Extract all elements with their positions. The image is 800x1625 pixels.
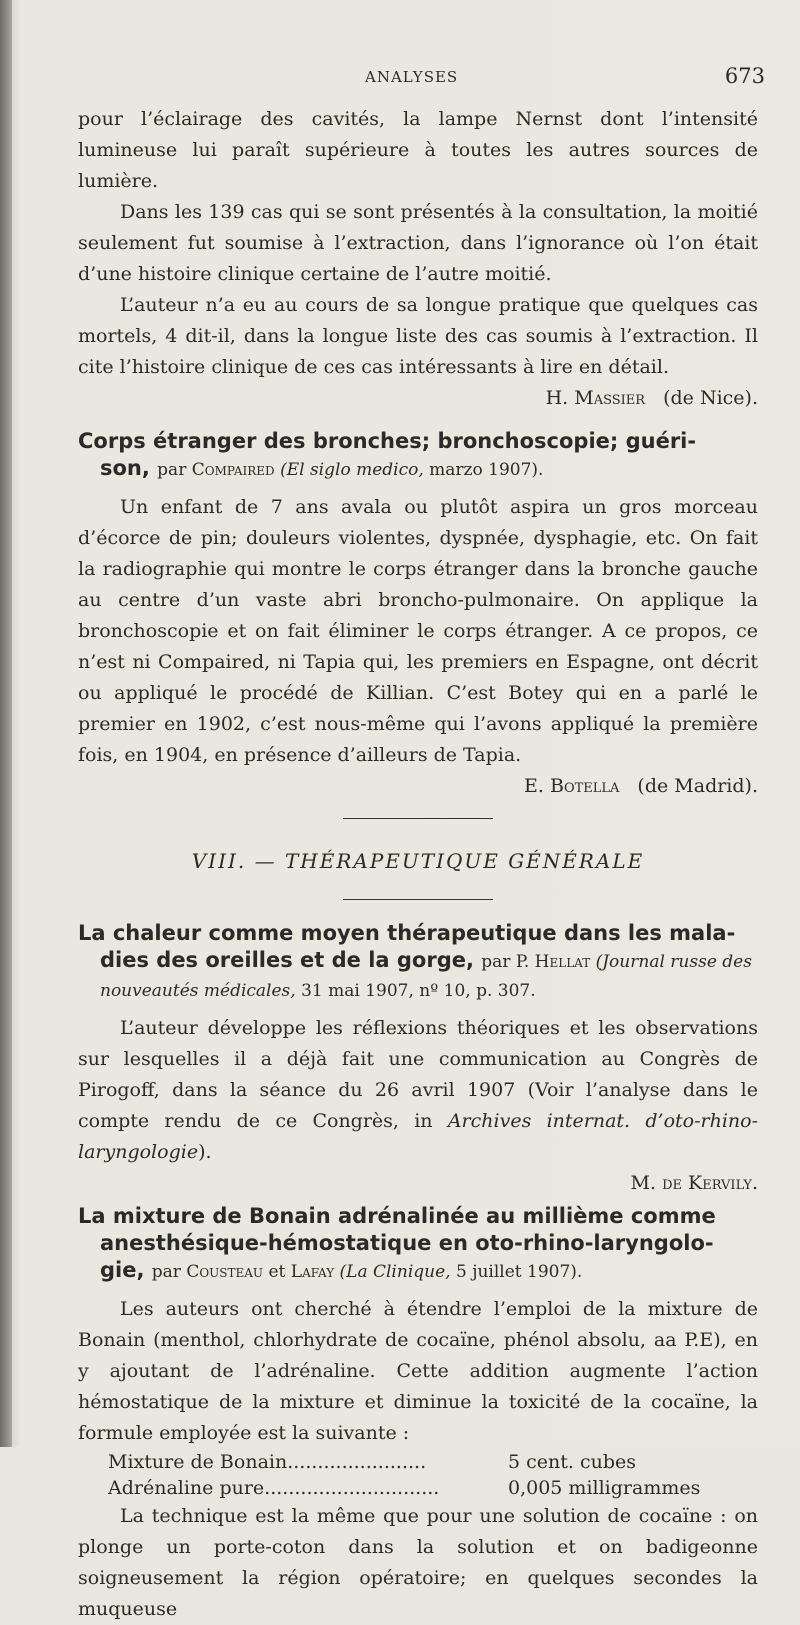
article-chaleur <box>78 920 758 1199</box>
signature <box>78 383 758 414</box>
section-title: VIII. — THÉRAPEUTIQUE GÉNÉRALE <box>191 849 645 873</box>
paragraph-text-end: ). <box>198 1141 212 1163</box>
author: Cousteau <box>186 1262 264 1282</box>
page-number: 673 <box>724 64 765 88</box>
paragraph: La technique est la même que pour une solution de cocaïne : on plonge un porte-coton dans la solution et on badigeonne soigneusement la région opératoire; en quelques secondes la muqueuse <box>78 1505 758 1620</box>
date: 5 juillet 1907). <box>455 1262 583 1282</box>
source: (La Clinique, <box>339 1262 451 1282</box>
byline <box>152 1262 583 1282</box>
paragraph: Un enfant de 7 ans avala ou plutôt aspira un gros morceau d’écorce de pin; douleurs violentes, dyspnée, dysphagie, etc. On fait la radiographie qui montre le corps étranger dans la bronche gauche au centre d’un vaste abri broncho-pulmonaire. On applique la bronchoscopie et on fait éliminer le corps étranger. A ce propos, ce n’est ni Compaired, ni Tapia qui, les premiers en Espagne, ont décrit ou appliqué le procédé de Killian. C’est Botey qui en a parlé le premier en 1902, c’est nous-même qui l’avons appliqué la première fois, en 1904, en présence d’ailleurs de Tapia. <box>78 496 758 766</box>
formula-value: 0,005 milligrammes <box>508 1477 701 1499</box>
paragraph: L’auteur n’a eu au cours de sa longue pratique que quelques cas mortels, 4 dit-il, dans la longue liste des cas soumis à l’extraction. Il cite l’histoire clinique de ces cas intéressants à lire en détail. <box>78 294 758 378</box>
article-heading <box>78 1203 758 1286</box>
date: marzo 1907). <box>429 460 544 480</box>
article-continuation <box>78 104 758 414</box>
author: Lafay <box>290 1262 335 1282</box>
source: (El siglo medico, <box>280 460 424 480</box>
signature-name: M. de Kervily. <box>630 1172 758 1194</box>
byline <box>157 460 543 480</box>
heading-line: anesthésique-hémostatique en oto-rhino-laryngolo- <box>100 1231 714 1255</box>
heading-line <box>78 1257 758 1286</box>
article-heading <box>78 920 758 1005</box>
paragraph-text: L’auteur développe les réflexions théoriques et les observations sur lesquelles il a déjà fait une communication au Congrès de Pirogoff, dans la séance du 26 avril 1907 (Voir l’analyse dans le compte rendu de ce Congrès, in <box>78 1017 758 1132</box>
date: 31 mai 1907, nº 10, p. 307. <box>301 981 536 1001</box>
signature <box>78 771 758 802</box>
paragraph: Les auteurs ont cherché à étendre l’emploi de la mixture de Bonain (menthol, chlorhydrate de cocaïne, phénol absolu, aa P.E), en y ajoutant de l’adrénaline. Cette addition augmente l’action hémostatique de la mixture et diminue la toxicité de la cocaïne, la formule employée est la suivante : <box>78 1298 758 1444</box>
paragraph <box>78 1013 758 1168</box>
heading-line <box>78 947 758 1005</box>
formula-label: Mixture de Bonain....................... <box>108 1451 427 1473</box>
heading-text: dies des oreilles et de la gorge, <box>100 948 474 972</box>
divider <box>343 818 493 819</box>
author: Hellat <box>534 952 591 972</box>
signature <box>78 1168 758 1199</box>
page-body <box>78 104 758 1625</box>
heading-line: La chaleur comme moyen thérapeutique dans les mala- <box>78 921 736 945</box>
signature-place: (de Nice). <box>663 387 758 409</box>
running-title: ANALYSES <box>365 68 459 86</box>
article-bonain <box>78 1203 758 1625</box>
formula-label: Adrénaline pure............................. <box>108 1477 440 1499</box>
divider <box>343 899 493 900</box>
author: Compaired <box>191 460 275 480</box>
signature-name: H. Massier <box>545 387 646 409</box>
paragraph: pour l’éclairage des cavités, la lampe Nernst dont l’intensité lumineuse lui paraît supérieure à toutes les autres sources de lumière. <box>78 108 758 192</box>
article-bronches <box>78 428 758 802</box>
heading-text: gie, <box>100 1258 145 1282</box>
byline-and: et <box>268 1262 286 1282</box>
formula-table <box>78 1449 758 1501</box>
paragraph-source: Archives internat. d’oto-rhino-laryngologie <box>78 1110 758 1163</box>
heading-line <box>78 455 758 484</box>
formula-row <box>108 1475 758 1501</box>
book-spine-shadow <box>0 0 12 1447</box>
source: (Journal russe des nouveautés médicales, <box>100 952 752 1001</box>
paragraph: Dans les 139 cas qui se sont présentés à la consultation, la moitié seulement fut soumise à l’extraction, dans l’ignorance où l’on était d’une histoire clinique certaine de l’autre moitié. <box>78 201 758 285</box>
byline-par: par <box>151 1262 181 1282</box>
formula-row <box>108 1449 758 1475</box>
byline-par: par P. <box>481 952 530 972</box>
byline-par: par <box>157 460 187 480</box>
formula-value: 5 cent. cubes <box>508 1451 636 1473</box>
signature-name: E. Botella <box>524 775 620 797</box>
running-header <box>365 64 765 90</box>
heading-text: son, <box>100 456 150 480</box>
signature-place: (de Madrid). <box>637 775 758 797</box>
heading-line: La mixture de Bonain adrénalinée au millième comme <box>78 1204 716 1228</box>
heading-line: Corps étranger des bronches; bronchoscopie; guéri- <box>78 429 697 453</box>
article-heading <box>78 428 758 484</box>
